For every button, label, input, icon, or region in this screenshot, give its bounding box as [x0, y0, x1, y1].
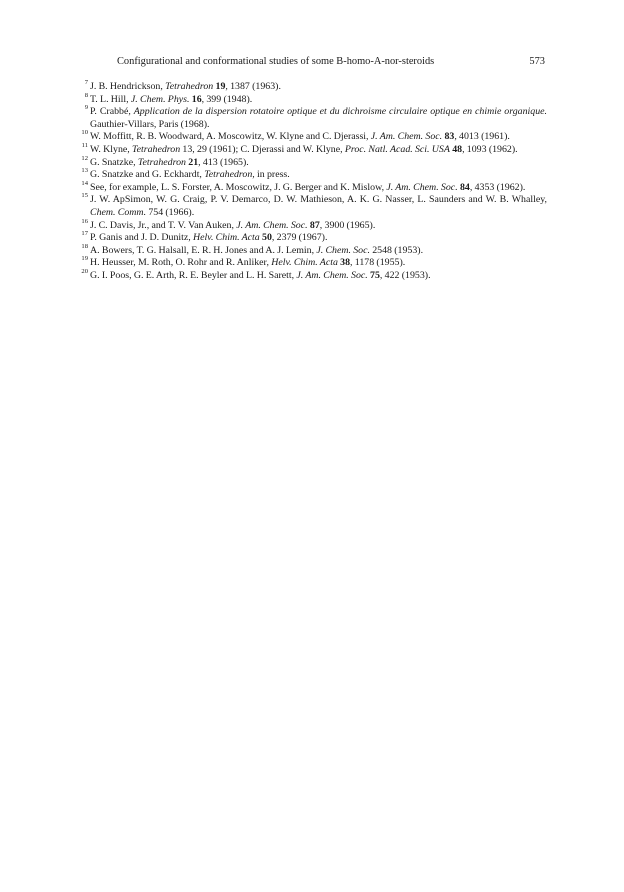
reference-text-segment: 87 [309, 219, 320, 231]
reference-text [90, 144, 547, 157]
reference-item [79, 217, 547, 233]
reference-text-segment: , 1178 (1955). [350, 257, 406, 269]
reference-text-segment: W. Moffitt, R. B. Woodward, A. Moscowitz, W. Klyne and C. Djerassi, [90, 131, 371, 143]
reference-text-segment: 19 [215, 81, 226, 92]
reference-text-segment: , 413 (1965). [198, 156, 249, 168]
reference-text-segment: J. Am. Chem. Soc. [370, 131, 443, 143]
reference-text-segment: P. Crabbé, [90, 106, 134, 118]
reference-item [79, 242, 547, 258]
reference-text-segment: Helv. Chim. Acta [271, 257, 338, 269]
reference-text-segment: P. Ganis and J. D. Dunitz, [90, 232, 194, 244]
reference-text-segment: 50 [262, 232, 272, 244]
reference-text [90, 169, 547, 182]
reference-item [79, 91, 547, 107]
reference-text [90, 182, 547, 195]
reference-number: 14 [81, 179, 88, 187]
reference-text-segment: 83 [444, 131, 455, 143]
reference-text-segment: Tetrahedron [132, 143, 181, 155]
reference-text-segment: , 2379 (1967). [271, 232, 328, 244]
reference-text-segment: Tetrahedron [137, 156, 186, 168]
reference-text-segment: , 1093 (1962). [462, 143, 518, 155]
reference-list [79, 81, 547, 283]
reference-text-segment: H. Heusser, M. Roth, O. Rohr and R. Anliker, [90, 257, 272, 269]
reference-text-segment: 2548 (1953). [369, 244, 424, 256]
reference-text-segment: See, for example, L. S. Forster, A. Moscowitz, J. G. Berger and K. Mislow, [90, 181, 387, 193]
reference-item [79, 169, 547, 182]
reference-text-segment: , 4013 (1961). [454, 131, 510, 143]
reference-number: 10 [81, 129, 88, 137]
reference-item [79, 81, 547, 94]
page-header [117, 55, 545, 69]
reference-text-segment: Tetrahedron [165, 81, 214, 92]
reference-text [90, 220, 547, 233]
reference-number: 16 [81, 217, 88, 225]
reference-text-segment: Helv. Chim. Acta [193, 232, 260, 244]
reference-number: 7 [84, 79, 88, 86]
reference-text-segment: 38 [340, 257, 351, 269]
running-title: Configurational and conformational studies of some B-homo-A-nor-steroids [117, 56, 435, 67]
reference-text-segment: J. Chem. Soc. [316, 244, 370, 256]
reference-text-segment: , 4353 (1962). [469, 181, 526, 193]
reference-text-segment: J. Am. Chem. Soc. [296, 269, 368, 281]
reference-text [90, 257, 547, 270]
reference-number: 13 [81, 167, 88, 175]
reference-text-segment: G. Snatzke and G. Eckhardt, [90, 169, 205, 181]
reference-text-segment: J. C. Davis, Jr., and T. V. Van Auken, [90, 219, 237, 231]
reference-text [90, 131, 547, 144]
reference-item [79, 131, 547, 144]
reference-number: 17 [81, 230, 88, 238]
reference-number: 9 [84, 104, 88, 112]
page-number: 573 [529, 56, 545, 67]
reference-text [90, 194, 547, 219]
reference-text-segment: G. Snatzke, [90, 156, 138, 168]
reference-text-segment: Gauthier-Villars, Paris (1968). [90, 118, 210, 130]
reference-text-segment: , 1387 (1963). [225, 81, 281, 92]
reference-item [79, 106, 547, 131]
reference-text-segment: J. B. Hendrickson, [90, 81, 166, 92]
reference-text-segment: Chem. Comm. [90, 206, 147, 218]
reference-text-segment: 48 [452, 143, 463, 155]
reference-item [79, 154, 547, 170]
reference-text-segment: in press. [254, 169, 290, 181]
reference-text [90, 157, 547, 170]
reference-text-segment: 21 [188, 156, 199, 168]
reference-item [79, 179, 547, 195]
reference-text-segment: J. Am. Chem. Soc. [236, 219, 308, 231]
reference-number: 11 [81, 141, 88, 149]
reference-text [90, 81, 547, 94]
reference-text-segment: T. L. Hill, [90, 93, 131, 105]
reference-text-segment: Tetrahedron, [204, 169, 255, 181]
reference-text-segment: 13, 29 (1961); C. Djerassi and W. Klyne, [180, 143, 345, 155]
reference-text-segment: G. I. Poos, G. E. Arth, R. E. Beyler and L. H. Sarett, [90, 269, 297, 281]
reference-text-segment: J. W. ApSimon, W. G. Craig, P. V. Demarco, D. W. Mathieson, A. K. G. Nasser, L. Saunders and W. B. Whalley, [90, 194, 547, 206]
reference-number: 15 [81, 192, 88, 200]
reference-item [79, 257, 547, 270]
reference-text-segment: , 422 (1953). [379, 269, 431, 281]
reference-text-segment: Application de la dispersion rotatoire optique et du dichroisme circulaire optique en chimie organique. [133, 106, 547, 118]
reference-text-segment: J. Am. Chem. Soc. [386, 181, 458, 193]
reference-text [90, 245, 547, 258]
reference-text-segment: J. Chem. Phys. [130, 93, 190, 105]
reference-item [79, 232, 547, 245]
reference-text-segment: 75 [370, 269, 380, 281]
reference-text [90, 94, 547, 107]
reference-text-segment: W. Klyne, [90, 143, 133, 155]
reference-item [79, 194, 547, 219]
reference-text-segment: , 3900 (1965). [319, 219, 376, 231]
reference-number: 18 [81, 242, 88, 250]
reference-number: 20 [81, 267, 88, 275]
reference-item [79, 267, 547, 283]
reference-text [90, 270, 547, 283]
reference-text-segment: , 399 (1948). [201, 93, 253, 105]
reference-number: 12 [81, 154, 88, 162]
reference-item [79, 141, 547, 157]
reference-number: 19 [81, 255, 88, 263]
reference-text-segment: A. Bowers, T. G. Halsall, E. R. H. Jones and A. J. Lemin, [90, 244, 317, 256]
reference-number: 8 [84, 91, 88, 99]
reference-text [90, 232, 547, 245]
reference-text-segment: 754 (1966). [146, 206, 195, 218]
reference-text [90, 106, 547, 131]
reference-text-segment: 16 [191, 93, 202, 105]
reference-text-segment: Proc. Natl. Acad. Sci. USA [344, 143, 450, 155]
reference-text-segment: 84 [459, 181, 470, 193]
